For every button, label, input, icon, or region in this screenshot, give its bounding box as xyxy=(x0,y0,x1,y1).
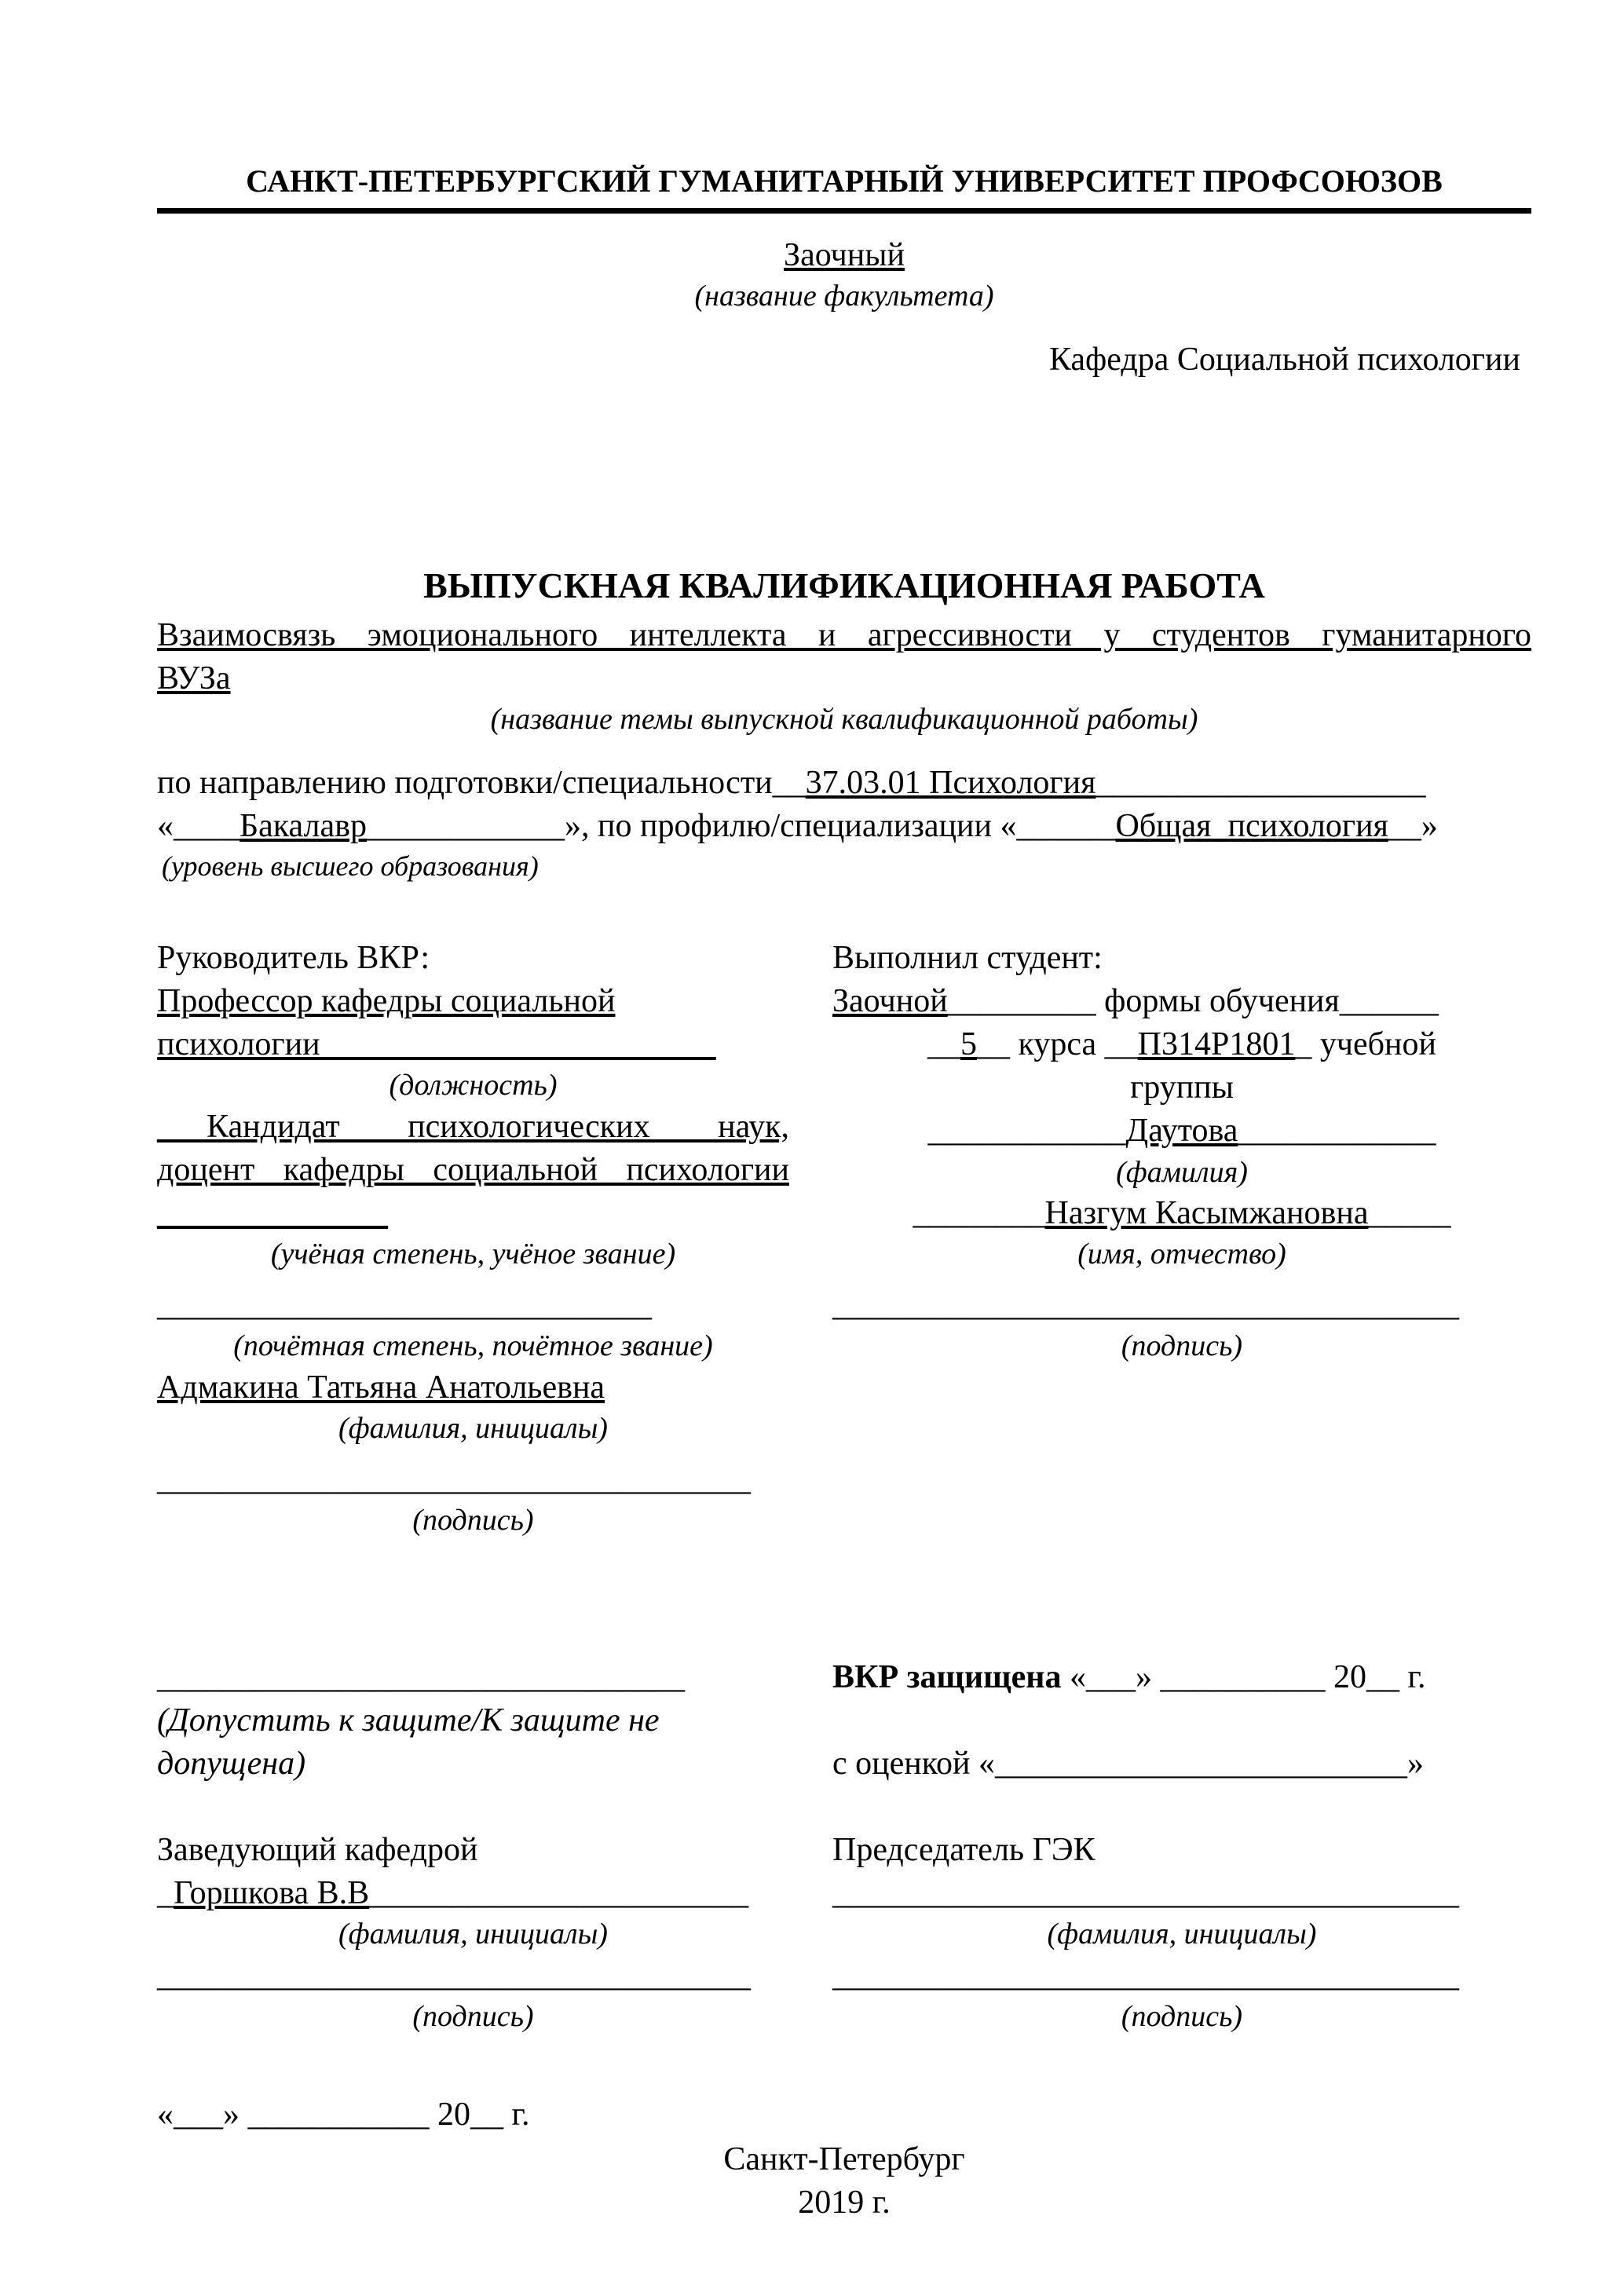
direction-fill-tail: ____________________ xyxy=(1095,765,1426,802)
direction-value: 37.03.01 Психология xyxy=(805,765,1096,802)
level-open: «____ xyxy=(157,808,240,845)
footer-city: Санкт-Петербург xyxy=(723,2141,965,2178)
thesis-theme-line1: Взаимосвязь эмоционального интеллекта и агрессивности у студентов гуманитарного xyxy=(157,617,1531,654)
student-course-line xyxy=(832,1023,1531,1066)
student-name-line xyxy=(832,1192,1531,1235)
student-form-value: Заочной xyxy=(832,983,948,1020)
chairman-label: Председатель ГЭК xyxy=(832,1832,1095,1869)
student-form-rest: _________ формы обучения______ xyxy=(947,983,1439,1020)
defended-rest: «___» __________ 20__ г. xyxy=(1061,1659,1426,1696)
student-form-line xyxy=(832,980,1531,1023)
student-surname-line xyxy=(832,1110,1531,1153)
footer-year: 2019 г. xyxy=(798,2184,891,2221)
supervisor-signature-caption: (подпись) xyxy=(412,1503,534,1537)
column-gap xyxy=(789,937,832,1540)
course-tail: _ учебной xyxy=(1295,1026,1436,1063)
supervisor-degree-line2: доцент кафедры социальной психологии xyxy=(157,1152,789,1189)
admission-column xyxy=(157,1656,789,2137)
supervisor-position-line2-text: психологии________________________ xyxy=(157,1026,716,1063)
admission-blank: ________________________________ xyxy=(157,1659,685,1696)
header-rule xyxy=(157,208,1531,214)
faculty-caption: (название факультета) xyxy=(694,280,994,313)
footer xyxy=(157,2138,1531,2225)
supervisor-name-caption: (фамилия, инициалы) xyxy=(338,1411,608,1445)
student-name-post: _____ xyxy=(1368,1195,1451,1232)
supervisor-column xyxy=(157,937,789,1540)
student-signature-caption: (подпись) xyxy=(1121,1329,1243,1363)
head-pre: _ xyxy=(157,1875,174,1912)
student-name-value: Назгум Касымжановна xyxy=(1044,1195,1369,1232)
group-value: П314Р1801 xyxy=(1137,1026,1296,1063)
university-name: САНКТ-ПЕТЕРБУРГСКИЙ ГУМАНИТАРНЫЙ УНИВЕРСИТЕТ ПРОФСОЮЗОВ xyxy=(246,163,1443,199)
level-line xyxy=(157,805,1531,848)
head-name-line xyxy=(157,1872,789,1915)
course-value: 5 xyxy=(960,1026,978,1063)
student-name-pre: ________ xyxy=(913,1195,1045,1232)
thesis-theme-line2: ВУЗа xyxy=(157,660,231,697)
direction-line xyxy=(157,762,1531,805)
head-post: _______________________ xyxy=(369,1875,749,1912)
chairman-name-blank: ______________________________________ xyxy=(832,1875,1459,1912)
supervisor-degree-line1: ___Кандидат психологических наук, xyxy=(157,1109,789,1146)
supervisor-heading: Руководитель ВКР: xyxy=(157,940,430,977)
head-label: Заведующий кафедрой xyxy=(157,1832,478,1869)
grade-line: с оценкой «_________________________» xyxy=(832,1746,1424,1782)
level-close: __» xyxy=(1388,808,1438,845)
level-mid: ____________», по профилю/специализации «______ xyxy=(366,808,1116,845)
supervisor-signature-blank: ____________________________________ xyxy=(157,1461,751,1497)
work-title: ВЫПУСКНАЯ КВАЛИФИКАЦИОННАЯ РАБОТА xyxy=(423,565,1265,606)
supervisor-position-line1: Профессор кафедры социальной xyxy=(157,983,616,1020)
position-caption: (должность) xyxy=(389,1069,558,1102)
student-group-word: группы xyxy=(1130,1069,1234,1106)
supervisor-position-line2 xyxy=(157,1023,789,1066)
thesis-theme xyxy=(157,614,1531,700)
honorary-caption: (почётная степень, почётное звание) xyxy=(233,1329,713,1363)
level-value: Бакалавр xyxy=(240,808,367,845)
defense-column xyxy=(832,1656,1531,2137)
level-caption: (уровень высшего образования) xyxy=(162,850,539,883)
direction-fill: __ xyxy=(772,765,806,802)
surname-caption: (фамилия) xyxy=(1116,1155,1248,1189)
honorary-blank: ______________________________ xyxy=(157,1287,652,1324)
chairman-signature-caption: (подпись) xyxy=(1121,2000,1243,2034)
student-column xyxy=(832,937,1531,1540)
degree-caption: (учёная степень, учёное звание) xyxy=(270,1238,676,1271)
student-signature-blank: ______________________________________ xyxy=(832,1287,1459,1324)
course-fill1: __ xyxy=(927,1026,961,1063)
student-heading: Выполнил студент: xyxy=(832,940,1103,977)
admission-signature-blank: ____________________________________ xyxy=(157,1958,751,1994)
course-mid: __ курса __ xyxy=(977,1026,1138,1063)
admission-caption: (Допустить к защите/К защите не допущена) xyxy=(157,1702,660,1782)
student-name-caption: (имя, отчество) xyxy=(1077,1238,1286,1271)
defended-label: ВКР защищена xyxy=(832,1659,1062,1696)
profile-value: Общая_психология xyxy=(1115,808,1388,845)
head-name-caption: (фамилия, инициалы) xyxy=(338,1918,608,1951)
surname-post: ____________ xyxy=(1238,1113,1436,1150)
faculty-name: Заочный xyxy=(784,237,905,274)
signature-columns xyxy=(157,937,1531,1540)
chairman-name-caption: (фамилия, инициалы) xyxy=(1047,1918,1317,1951)
surname-value: Даутова xyxy=(1125,1113,1238,1150)
supervisor-degree-line3: ______________ xyxy=(157,1195,388,1232)
theme-caption: (название темы выпускной квалификационной работы) xyxy=(490,703,1198,737)
head-name-value: Горшкова В.В xyxy=(174,1875,370,1912)
column-gap xyxy=(789,1656,832,2137)
department-name: Кафедра Социальной психологии xyxy=(1048,342,1520,378)
admission-date-line: «___» ___________ 20__ г. xyxy=(157,2097,530,2133)
surname-pre: ____________ xyxy=(927,1113,1126,1150)
chairman-signature-blank: ______________________________________ xyxy=(832,1958,1459,1994)
defended-line xyxy=(832,1656,1531,1699)
admission-signature-caption: (подпись) xyxy=(412,2000,534,2034)
supervisor-name: Адмакина Татьяна Анатольевна xyxy=(157,1369,605,1406)
direction-prefix: по направлению подготовки/специальности xyxy=(157,765,773,802)
approval-columns xyxy=(157,1656,1531,2137)
